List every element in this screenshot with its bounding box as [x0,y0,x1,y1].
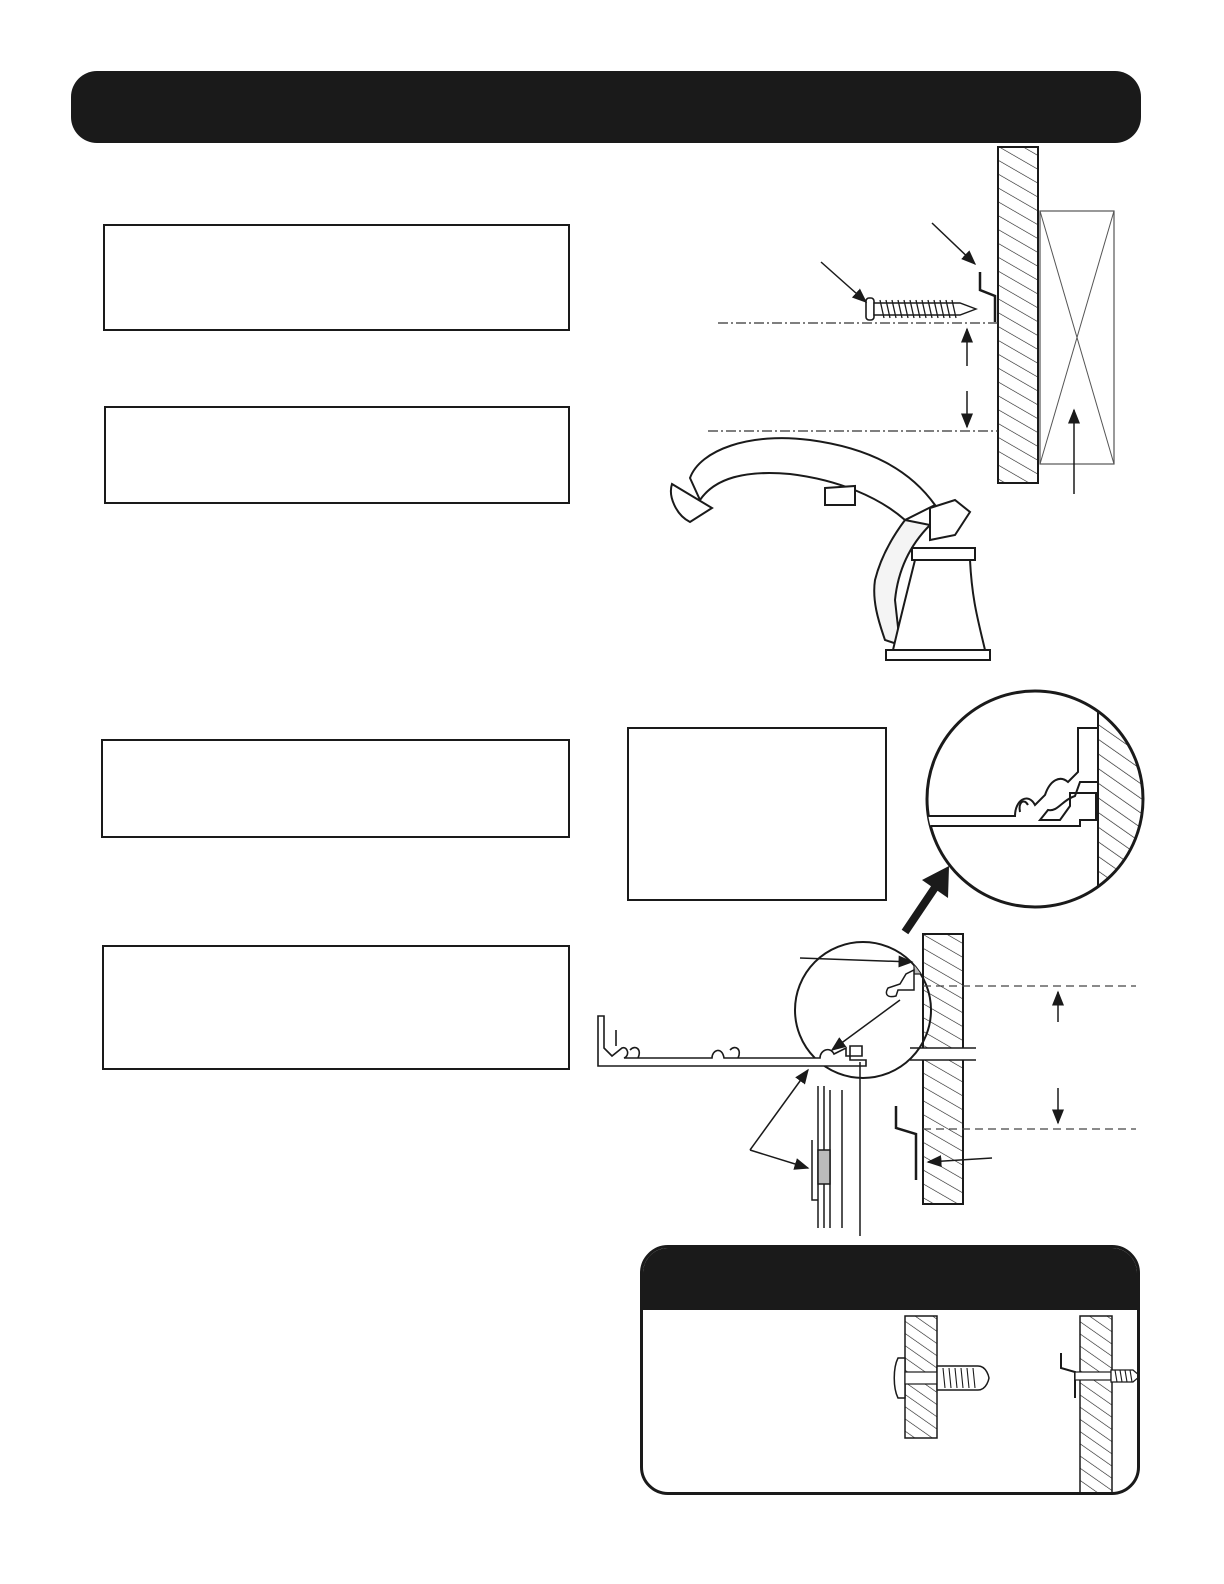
callout-arrow-clip [832,1000,900,1050]
screw [866,298,976,320]
panel-profile [812,1062,860,1236]
screw-arrow [821,262,866,302]
faucet [671,438,990,660]
callout-arrow-left-b [750,1150,808,1168]
stud-box [1040,211,1114,464]
mounting-bracket [980,272,995,322]
wall-anchor-illustration [894,1316,989,1438]
lower-bracket [896,1106,916,1180]
magnified-detail [925,691,1158,907]
tip-panel [640,1245,1140,1495]
callout-arrow-left-a [750,1070,808,1150]
bracket-arrow [932,223,975,264]
tip-illustrations [643,1248,1140,1495]
wall-section-top [998,147,1038,483]
shower-rail-profile [598,1016,866,1066]
magnify-arrow [905,866,949,932]
bracket-screw-illustration [1061,1316,1140,1494]
